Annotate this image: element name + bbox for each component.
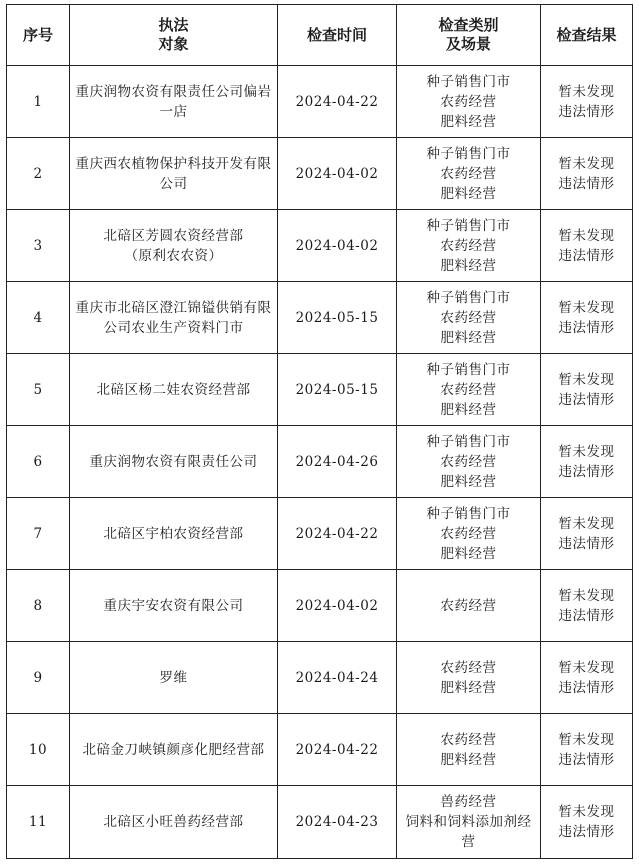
table-row — [7, 498, 633, 570]
table-row — [7, 210, 633, 282]
cell-inspection-category: 种子销售门市 农药经营 肥料经营 — [397, 354, 541, 426]
cell-inspection-time: 2024-04-02 — [278, 138, 397, 210]
cell-inspection-result: 暂未发现 违法情形 — [541, 714, 633, 786]
table-row — [7, 66, 633, 138]
header-row — [7, 5, 633, 66]
cell-enforcement-object: 罗维 — [70, 642, 278, 714]
header-enforcement-object: 执法 对象 — [70, 5, 278, 66]
cell-inspection-category: 种子销售门市 农药经营 肥料经营 — [397, 138, 541, 210]
cell-inspection-time: 2024-05-15 — [278, 282, 397, 354]
cell-serial-number: 7 — [7, 498, 70, 570]
inspection-table — [6, 4, 633, 859]
table-row — [7, 786, 633, 859]
cell-enforcement-object: 重庆润物农资有限责任公司偏岩一店 — [70, 66, 278, 138]
cell-inspection-category: 农药经营 肥料经营 — [397, 714, 541, 786]
cell-inspection-category: 农药经营 肥料经营 — [397, 642, 541, 714]
cell-inspection-result: 暂未发现 违法情形 — [541, 66, 633, 138]
table-row — [7, 282, 633, 354]
cell-serial-number: 10 — [7, 714, 70, 786]
table-header — [7, 5, 633, 66]
cell-inspection-result: 暂未发现 违法情形 — [541, 642, 633, 714]
cell-enforcement-object: 重庆宇安农资有限公司 — [70, 570, 278, 642]
table-row — [7, 138, 633, 210]
cell-inspection-result: 暂未发现 违法情形 — [541, 786, 633, 859]
cell-inspection-time: 2024-04-22 — [278, 714, 397, 786]
table-row — [7, 714, 633, 786]
table-row — [7, 570, 633, 642]
cell-inspection-time: 2024-05-15 — [278, 354, 397, 426]
cell-inspection-time: 2024-04-24 — [278, 642, 397, 714]
header-inspection-result: 检查结果 — [541, 5, 633, 66]
header-inspection-category: 检查类别 及场景 — [397, 5, 541, 66]
cell-inspection-category: 种子销售门市 农药经营 肥料经营 — [397, 498, 541, 570]
cell-inspection-time: 2024-04-22 — [278, 66, 397, 138]
cell-inspection-result: 暂未发现 违法情形 — [541, 570, 633, 642]
table-row — [7, 354, 633, 426]
cell-serial-number: 9 — [7, 642, 70, 714]
cell-serial-number: 6 — [7, 426, 70, 498]
cell-enforcement-object: 北碚金刀峡镇颜彦化肥经营部 — [70, 714, 278, 786]
cell-inspection-category: 农药经营 — [397, 570, 541, 642]
table-row — [7, 642, 633, 714]
table-row — [7, 426, 633, 498]
cell-inspection-time: 2024-04-22 — [278, 498, 397, 570]
cell-inspection-result: 暂未发现 违法情形 — [541, 498, 633, 570]
header-serial-number: 序号 — [7, 5, 70, 66]
cell-enforcement-object: 重庆西农植物保护科技开发有限公司 — [70, 138, 278, 210]
cell-inspection-result: 暂未发现 违法情形 — [541, 354, 633, 426]
cell-enforcement-object: 北碚区宇柏农资经营部 — [70, 498, 278, 570]
cell-inspection-time: 2024-04-23 — [278, 786, 397, 859]
table-body — [7, 66, 633, 859]
cell-inspection-time: 2024-04-02 — [278, 210, 397, 282]
cell-enforcement-object: 北碚区小旺兽药经营部 — [70, 786, 278, 859]
cell-inspection-result: 暂未发现 违法情形 — [541, 282, 633, 354]
cell-inspection-time: 2024-04-02 — [278, 570, 397, 642]
cell-serial-number: 5 — [7, 354, 70, 426]
cell-serial-number: 1 — [7, 66, 70, 138]
cell-inspection-category: 种子销售门市 农药经营 肥料经营 — [397, 426, 541, 498]
cell-inspection-result: 暂未发现 违法情形 — [541, 138, 633, 210]
cell-inspection-category: 种子销售门市 农药经营 肥料经营 — [397, 210, 541, 282]
cell-inspection-result: 暂未发现 违法情形 — [541, 210, 633, 282]
cell-serial-number: 3 — [7, 210, 70, 282]
cell-inspection-category: 兽药经营 饲料和饲料添加剂经营 — [397, 786, 541, 859]
cell-enforcement-object: 北碚区杨二娃农资经营部 — [70, 354, 278, 426]
cell-enforcement-object: 重庆市北碚区澄江锦镒供销有限公司农业生产资料门市 — [70, 282, 278, 354]
cell-inspection-time: 2024-04-26 — [278, 426, 397, 498]
header-inspection-time: 检查时间 — [278, 5, 397, 66]
cell-serial-number: 4 — [7, 282, 70, 354]
cell-inspection-result: 暂未发现 违法情形 — [541, 426, 633, 498]
cell-serial-number: 2 — [7, 138, 70, 210]
cell-enforcement-object: 北碚区芳圆农资经营部 （原利农农资） — [70, 210, 278, 282]
cell-serial-number: 8 — [7, 570, 70, 642]
cell-enforcement-object: 重庆润物农资有限责任公司 — [70, 426, 278, 498]
cell-serial-number: 11 — [7, 786, 70, 859]
cell-inspection-category: 种子销售门市 农药经营 肥料经营 — [397, 66, 541, 138]
cell-inspection-category: 种子销售门市 农药经营 肥料经营 — [397, 282, 541, 354]
